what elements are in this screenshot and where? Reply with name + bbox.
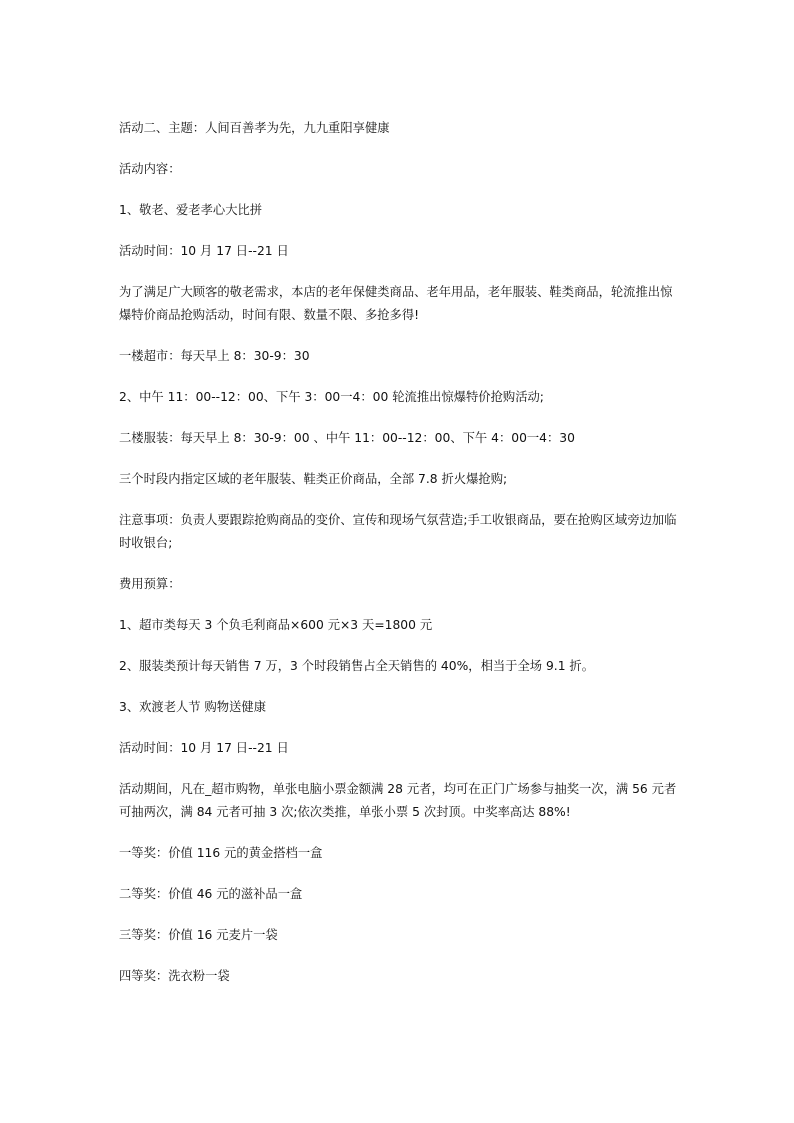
prize-item: 四等奖：洗衣粉一袋 [119,969,230,983]
prize-item: 二等奖：价值 46 元的滋补品一盒 [119,887,303,901]
schedule-line: 2、中午 11：00--12：00、下午 3：00一4：00 轮流推出惊爆特价抢购活动; [119,390,544,404]
budget-item: 1、超市类每天 3 个负毛利商品×600 元×3 天=1800 元 [119,618,433,632]
body-paragraph: 三个时段内指定区域的老年服装、鞋类正价商品，全部 7.8 折火爆抢购; [119,472,508,486]
budget-item: 2、服装类预计每天销售 7 万，3 个时段销售占全天销售的 40%，相当于全场 9.1 折。 [119,659,595,673]
section-heading: 3、欢渡老人节 购物送健康 [119,700,266,714]
schedule-line: 二楼服装：每天早上 8：30-9：00 、中午 11：00--12：00、下午 4：00一4：30 [119,431,575,445]
body-paragraph: 活动期间，凡在_超市购物，单张电脑小票金额满 28 元者，均可在正门广场参与抽奖一次，满 56 元者可抽两次，满 84 元者可抽 3 次;依次类推，单张小票 5 次封顶。中奖率高达 88%! [119,782,677,819]
section-heading: 1、敬老、爱老孝心大比拼 [119,203,263,217]
notes-paragraph: 注意事项：负责人要跟踪抢购商品的变价、宣传和现场气氛营造;手工收银商品，要在抢购区域旁边加临时收银台; [119,513,677,550]
activity-content-heading: 活动内容： [119,162,181,176]
activity-title: 活动二、主题：人间百善孝为先，九九重阳享健康 [119,121,390,135]
schedule-line: 一楼超市：每天早上 8：30-9：30 [119,349,310,363]
activity-time: 活动时间：10 月 17 日--21 日 [119,244,289,258]
prize-item: 三等奖：价值 16 元麦片一袋 [119,928,278,942]
activity-time: 活动时间：10 月 17 日--21 日 [119,741,289,755]
budget-heading: 费用预算： [119,577,181,591]
body-paragraph: 为了满足广大顾客的敬老需求，本店的老年保健类商品、老年用品，老年服装、鞋类商品，轮流推出惊爆特价商品抢购活动，时间有限、数量不限、多抢多得! [119,285,673,322]
prize-item: 一等奖：价值 116 元的黄金搭档一盒 [119,846,323,860]
document-body [119,117,679,1006]
